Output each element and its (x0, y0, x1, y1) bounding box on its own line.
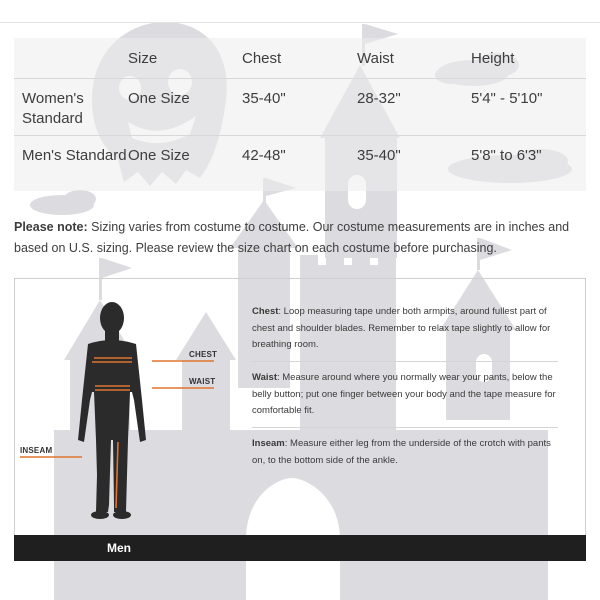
row-height: 5'4" - 5'10" (471, 89, 543, 107)
header-waist: Waist (357, 38, 471, 78)
chest-description (252, 304, 560, 354)
inseam-description (252, 436, 560, 469)
note-label: Please note: (14, 220, 88, 234)
header-chest: Chest (242, 38, 357, 78)
waist-label: WAIST (189, 377, 216, 386)
row-category: Men's Standard (22, 146, 127, 164)
inseam-label: INSEAM (20, 446, 53, 455)
row-chest: 42-48" (242, 146, 286, 164)
inseam-term: Inseam (252, 438, 285, 449)
divider (252, 361, 558, 362)
waist-text: : Measure around where you normally wear your pants, below the belly button; put one finger between your body and the tape measure for comfortable fit. (252, 372, 556, 416)
row-size: One Size (128, 89, 190, 107)
chest-text: : Loop measuring tape under both armpits, around fullest part of chest and shoulder blades. Remember to relax tape slightly to allow for breathing room. (252, 306, 551, 350)
row-category: Women's Standard (22, 89, 84, 127)
header-size: Size (128, 38, 242, 78)
divider (252, 427, 558, 428)
chest-term: Chest (252, 306, 279, 317)
chest-label: CHEST (189, 350, 218, 359)
note-text: Sizing varies from costume to costume. Our costume measurements are in inches and based on U.S. sizing. Please review the size chart on each costume before purchasing. (14, 220, 570, 255)
row-chest: 35-40" (242, 89, 286, 107)
guide-footer-bar (14, 535, 586, 561)
footer-label: Men (107, 541, 131, 555)
row-size: One Size (128, 146, 190, 164)
waist-description (252, 370, 560, 420)
row-height: 5'8" to 6'3" (471, 146, 542, 164)
row-waist: 28-32" (357, 89, 401, 107)
header-height: Height (471, 38, 586, 78)
waist-term: Waist (252, 372, 277, 383)
row-waist: 35-40" (357, 146, 401, 164)
inseam-text: : Measure either leg from the underside of the crotch with pants on, to the bottom side of the ankle. (252, 438, 551, 466)
